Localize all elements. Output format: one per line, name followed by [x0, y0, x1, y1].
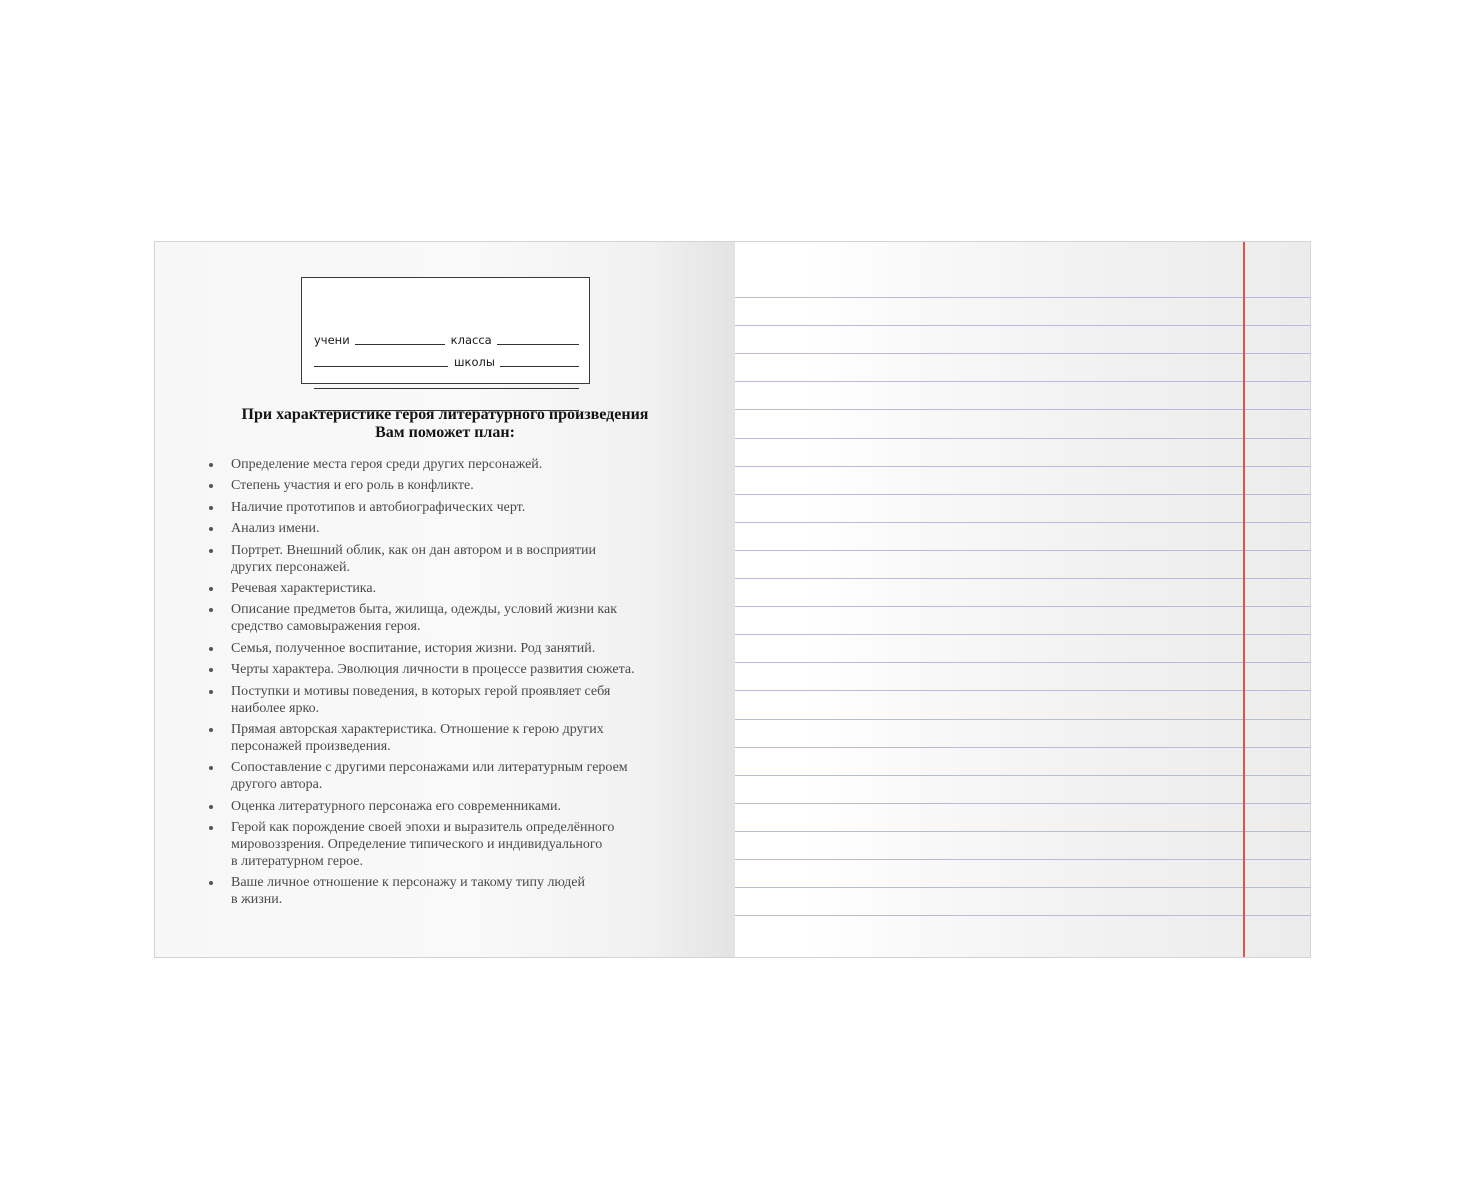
plan-title-line-2: Вам поможет план:: [375, 424, 515, 441]
plan-item: [209, 683, 699, 717]
plan-item-text: Оценка литературного персонажа его современниками.: [231, 798, 561, 814]
plan-item-text: Семья, полученное воспитание, история жизни. Род занятий.: [231, 640, 596, 656]
class-label: класса: [450, 333, 492, 347]
ruling-line: [735, 606, 1310, 607]
plan-item-text: Прямая авторская характеристика. Отношение к герою других персонажей произведения.: [231, 721, 604, 754]
plan-item-text: Определение места героя среди других персонажей.: [231, 457, 543, 472]
plan-item: [209, 874, 699, 908]
ruling-line: [735, 550, 1310, 551]
student-info-box: [301, 277, 590, 384]
plan-item: [209, 661, 699, 678]
bullet-icon: [209, 805, 213, 809]
plan-item: [209, 580, 699, 597]
ruling-line: [735, 775, 1310, 776]
plan-item: [209, 520, 699, 537]
student-row: [314, 332, 579, 348]
plan-item: [209, 601, 699, 635]
ruling-line: [735, 466, 1310, 467]
school-row: [314, 354, 579, 370]
plan-item-text: Описание предметов быта, жилища, одежды, условий жизни как средство самовыражения героя.: [231, 602, 618, 635]
ruling-line: [735, 831, 1310, 832]
bullet-icon: [209, 690, 213, 694]
ruling-line: [735, 634, 1310, 635]
margin-line: [1243, 242, 1245, 957]
ruling-line: [735, 381, 1310, 382]
plan-item: [209, 759, 699, 793]
plan-item-text: Наличие прототипов и автобиографических черт.: [231, 499, 526, 515]
ruling-line: [735, 522, 1310, 523]
ruling-line: [735, 662, 1310, 663]
right-page-lined: [735, 242, 1310, 957]
ruling-line: [735, 747, 1310, 748]
bullet-icon: [209, 668, 213, 672]
bullet-icon: [209, 587, 213, 591]
bullet-icon: [209, 549, 213, 553]
ruling-line: [735, 578, 1310, 579]
plan-item-text: Речевая характеристика.: [231, 580, 377, 596]
ruling-line: [735, 409, 1310, 410]
plan-item: [209, 798, 699, 815]
school-label: школы: [454, 355, 495, 369]
school-field[interactable]: [500, 366, 579, 367]
plan-title-line-1: При характеристике героя литературного произведения: [241, 406, 649, 423]
plan-item-text: Портрет. Внешний облик, как он дан автором и в восприятии других персонажей.: [231, 542, 596, 575]
bullet-icon: [209, 881, 213, 885]
bullet-icon: [209, 826, 213, 830]
ruling-line: [735, 438, 1310, 439]
plan-item: [209, 640, 699, 657]
bullet-icon: [209, 608, 213, 612]
ruling-line: [735, 719, 1310, 720]
bullet-icon: [209, 506, 213, 510]
plan-item-text: Сопоставление с другими персонажами или литературным героем другого автора.: [231, 760, 628, 793]
plan-item-text: Степень участия и его роль в конфликте.: [231, 478, 474, 494]
plan-item: [209, 477, 699, 494]
bullet-icon: [209, 527, 213, 531]
ruling-line: [735, 859, 1310, 860]
notebook-spread: [154, 241, 1311, 958]
bullet-icon: [209, 647, 213, 651]
blank-line-field-1[interactable]: [314, 388, 579, 389]
plan-title: [195, 406, 695, 442]
bullet-icon: [209, 484, 213, 488]
student-surname-field[interactable]: [314, 366, 448, 367]
ruling-line: [735, 325, 1310, 326]
plan-item-text: Ваше личное отношение к персонажу и такому типу людей в жизни.: [231, 875, 586, 908]
plan-item: [209, 819, 699, 870]
bullet-icon: [209, 728, 213, 732]
bullet-icon: [209, 766, 213, 770]
student-name-field[interactable]: [355, 344, 445, 345]
ruling-line: [735, 887, 1310, 888]
plan-item-text: Анализ имени.: [231, 521, 320, 537]
plan-list: [209, 456, 699, 913]
student-label: учени: [314, 333, 350, 347]
ruling-line: [735, 690, 1310, 691]
blank-row-1: [314, 376, 579, 392]
plan-item: [209, 721, 699, 755]
plan-item-text: Герой как порождение своей эпохи и выразитель определённого мировоззрения. Определение типического и индивидуального в литературном герое.: [231, 820, 615, 870]
ruling-line: [735, 803, 1310, 804]
ruling-line: [735, 494, 1310, 495]
left-page: [155, 242, 735, 957]
plan-item: [209, 456, 699, 473]
plan-item-text: Черты характера. Эволюция личности в процессе развития сюжета.: [231, 662, 635, 678]
bullet-icon: [209, 463, 213, 467]
plan-item: [209, 499, 699, 516]
ruling-line: [735, 915, 1310, 916]
ruling-line: [735, 297, 1310, 298]
plan-item: [209, 542, 699, 576]
ruling-line: [735, 353, 1310, 354]
plan-item-text: Поступки и мотивы поведения, в которых герой проявляет себя наиболее ярко.: [231, 683, 611, 716]
class-field[interactable]: [497, 344, 579, 345]
